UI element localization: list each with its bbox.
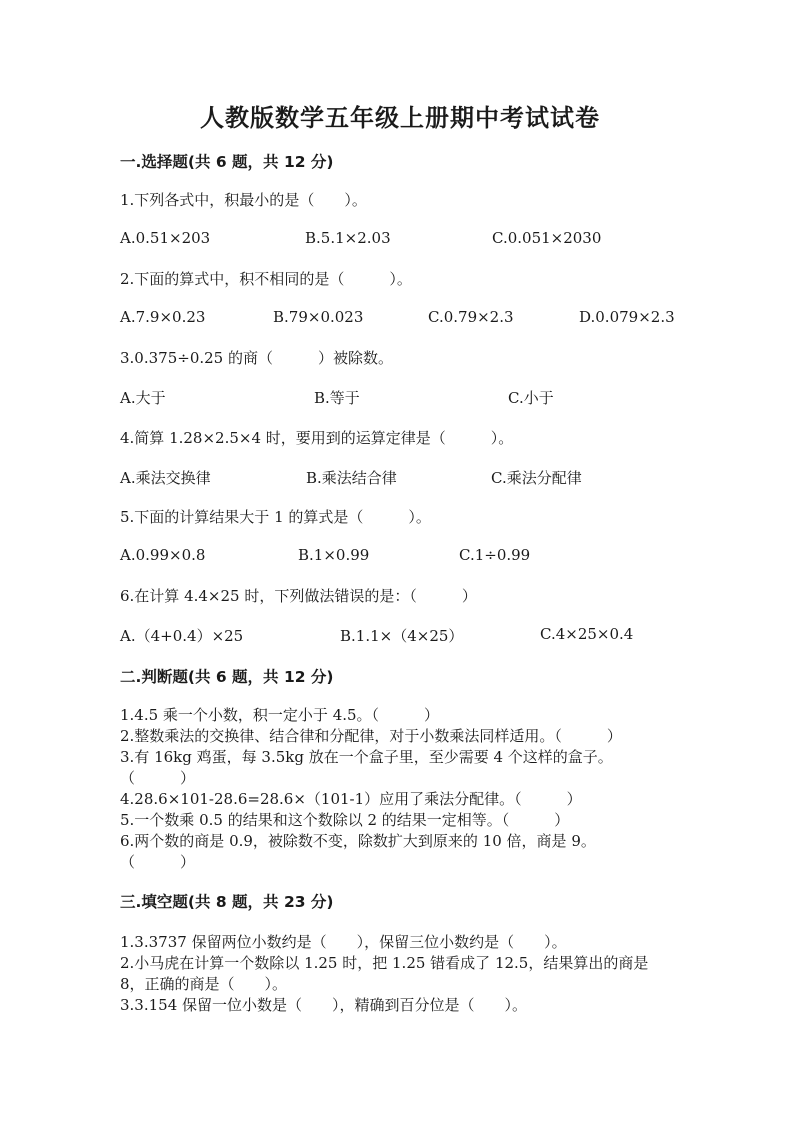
judgment-line: 1.4.5 乘一个小数，积一定小于 4.5。（ ）: [120, 706, 440, 724]
page-title: 人教版数学五年级上册期中考试试卷: [200, 103, 600, 132]
fill-blank-line: 1.3.3737 保留两位小数约是（ ），保留三位小数约是（ ）。: [120, 933, 567, 951]
judgment-line: 5.一个数乘 0.5 的结果和这个数除以 2 的结果一定相等。（ ）: [120, 811, 570, 829]
question-text: 1.下列各式中，积最小的是（ ）。: [120, 191, 367, 209]
option-d: D.0.079×2.3: [579, 308, 675, 326]
option-b: B.1×0.99: [298, 546, 370, 564]
judgment-line: 4.28.6×101-28.6=28.6×（101-1）应用了乘法分配律。（ ）: [120, 790, 582, 808]
judgment-line: （ ）: [120, 769, 196, 787]
option-c: C.4×25×0.4: [540, 625, 634, 643]
option-a: A.（4+0.4）×25: [120, 627, 244, 645]
option-b: B.5.1×2.03: [305, 229, 391, 247]
option-a: A.0.99×0.8: [120, 546, 206, 564]
section-heading-fill-blank: 三.填空题(共 8 题，共 23 分): [120, 893, 334, 911]
option-c: C.小于: [508, 389, 554, 407]
fill-blank-line: 8，正确的商是（ ）。: [120, 975, 288, 993]
judgment-line: 2.整数乘法的交换律、结合律和分配律，对于小数乘法同样适用。（ ）: [120, 727, 622, 745]
question-text: 2.下面的算式中，积不相同的是（ ）。: [120, 270, 412, 288]
section-heading-choice: 一.选择题(共 6 题，共 12 分): [120, 153, 334, 171]
judgment-line: （ ）: [120, 853, 196, 871]
option-a: A.7.9×0.23: [120, 308, 206, 326]
option-a: A.大于: [120, 389, 166, 407]
question-text: 6.在计算 4.4×25 时，下列做法错误的是：（ ）: [120, 587, 477, 605]
section-heading-judgment: 二.判断题(共 6 题，共 12 分): [120, 668, 334, 686]
option-b: B.等于: [314, 389, 360, 407]
option-a: A.乘法交换律: [120, 469, 211, 487]
fill-blank-line: 2.小马虎在计算一个数除以 1.25 时，把 1.25 错看成了 12.5，结果算出的商是: [120, 954, 649, 972]
option-c: C.乘法分配律: [491, 469, 582, 487]
question-text: 4.简算 1.28×2.5×4 时，要用到的运算定律是（ ）。: [120, 429, 514, 447]
option-b: B.乘法结合律: [306, 469, 397, 487]
question-text: 5.下面的计算结果大于 1 的算式是（ ）。: [120, 508, 431, 526]
question-text: 3.0.375÷0.25 的商（ ）被除数。: [120, 349, 393, 367]
option-b: B.1.1×（4×25）: [340, 627, 464, 645]
option-c: C.1÷0.99: [459, 546, 531, 564]
judgment-line: 3.有 16kg 鸡蛋，每 3.5kg 放在一个盒子里，至少需要 4 个这样的盒子。: [120, 748, 613, 766]
fill-blank-line: 3.3.154 保留一位小数是（ ），精确到百分位是（ ）。: [120, 996, 528, 1014]
judgment-line: 6.两个数的商是 0.9，被除数不变，除数扩大到原来的 10 倍，商是 9。: [120, 832, 596, 850]
option-c: C.0.051×2030: [492, 229, 602, 247]
option-a: A.0.51×203: [120, 229, 211, 247]
option-c: C.0.79×2.3: [428, 308, 514, 326]
option-b: B.79×0.023: [273, 308, 364, 326]
